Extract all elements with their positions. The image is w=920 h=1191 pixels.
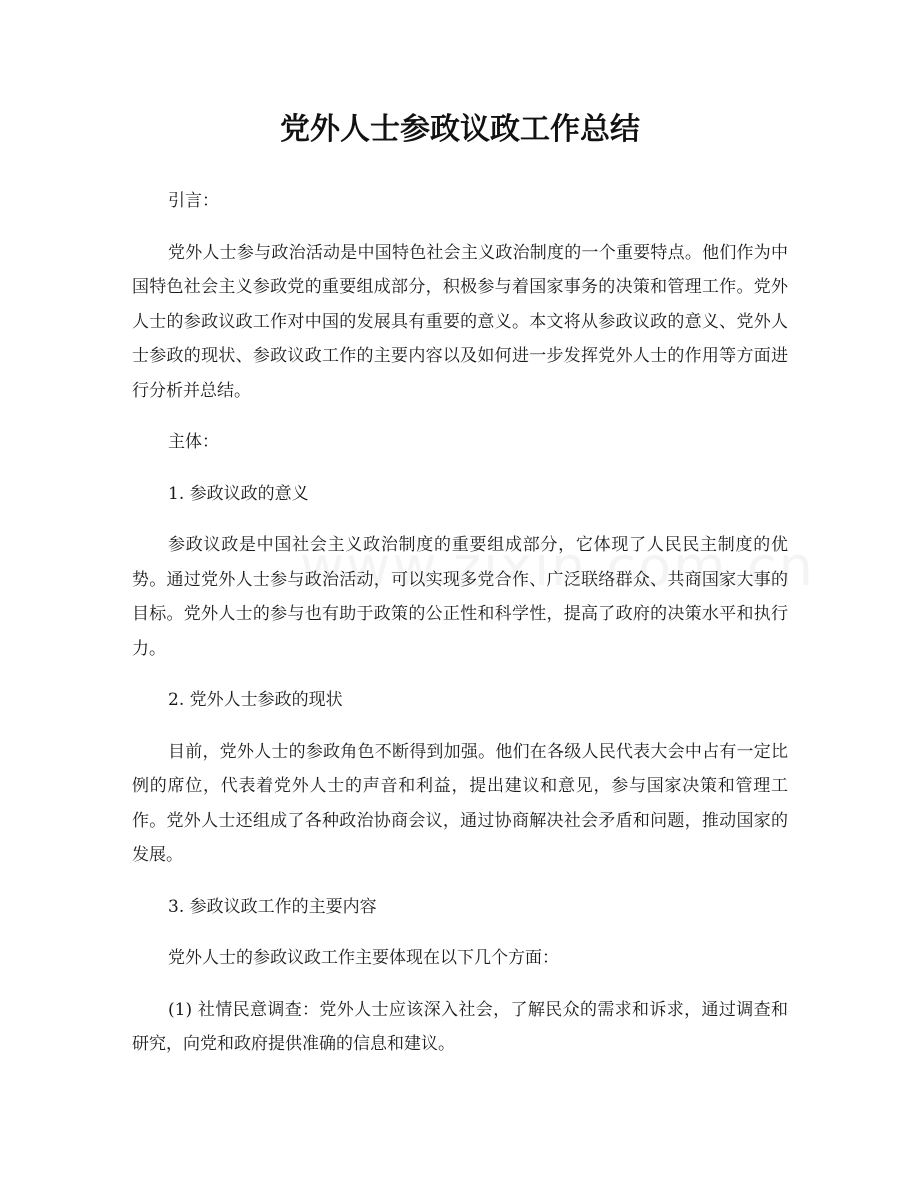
intro-paragraph: 党外人士参与政治活动是中国特色社会主义政治制度的一个重要特点。他们作为中国特色社会主义参政党的重要组成部分，积极参与着国家事务的决策和管理工作。党外人士的参政议政工作对中国的发展具有重要的意义。本文将从参政议政的意义、党外人士参政的现状、参政议政工作的主要内容以及如何进一步发挥党外人士的作用等方面进行分析并总结。 <box>132 242 788 401</box>
document-title: 党外人士参政议政工作总结 <box>280 112 640 147</box>
section-intro-3: 党外人士的参政议政工作主要体现在以下几个方面： <box>168 948 559 968</box>
section-paragraph-2: 目前，党外人士的参政角色不断得到加强。他们在各级人民代表大会中占有一定比例的席位，代表着党外人士的声音和利益，提出建议和意见，参与国家决策和管理工作。党外人士还组成了各种政治协商会议，通过协商解决社会矛盾和问题，推动国家的发展。 <box>132 741 788 865</box>
section-heading-1: 1. 参政议政的意义 <box>168 483 309 504</box>
section-heading-2: 2. 党外人士参政的现状 <box>168 690 343 710</box>
document-body <box>132 184 788 1079</box>
list-item-1: (1) 社情民意调查：党外人士应该深入社会，了解民众的需求和诉求，通过调查和研究，向党和政府提供准确的信息和建议。 <box>132 999 788 1054</box>
section-heading-3: 3. 参政议政工作的主要内容 <box>168 896 377 917</box>
intro-label: 引言： <box>168 191 219 211</box>
body-label: 主体： <box>168 432 219 452</box>
section-paragraph-1: 参政议政是中国社会主义政治制度的重要组成部分，它体现了人民民主制度的优势。通过党外人士参与政治活动，可以实现多党合作、广泛联络群众、共商国家大事的目标。党外人士的参与也有助于政策的公正性和科学性，提高了政府的决策水平和执行力。 <box>132 535 788 659</box>
